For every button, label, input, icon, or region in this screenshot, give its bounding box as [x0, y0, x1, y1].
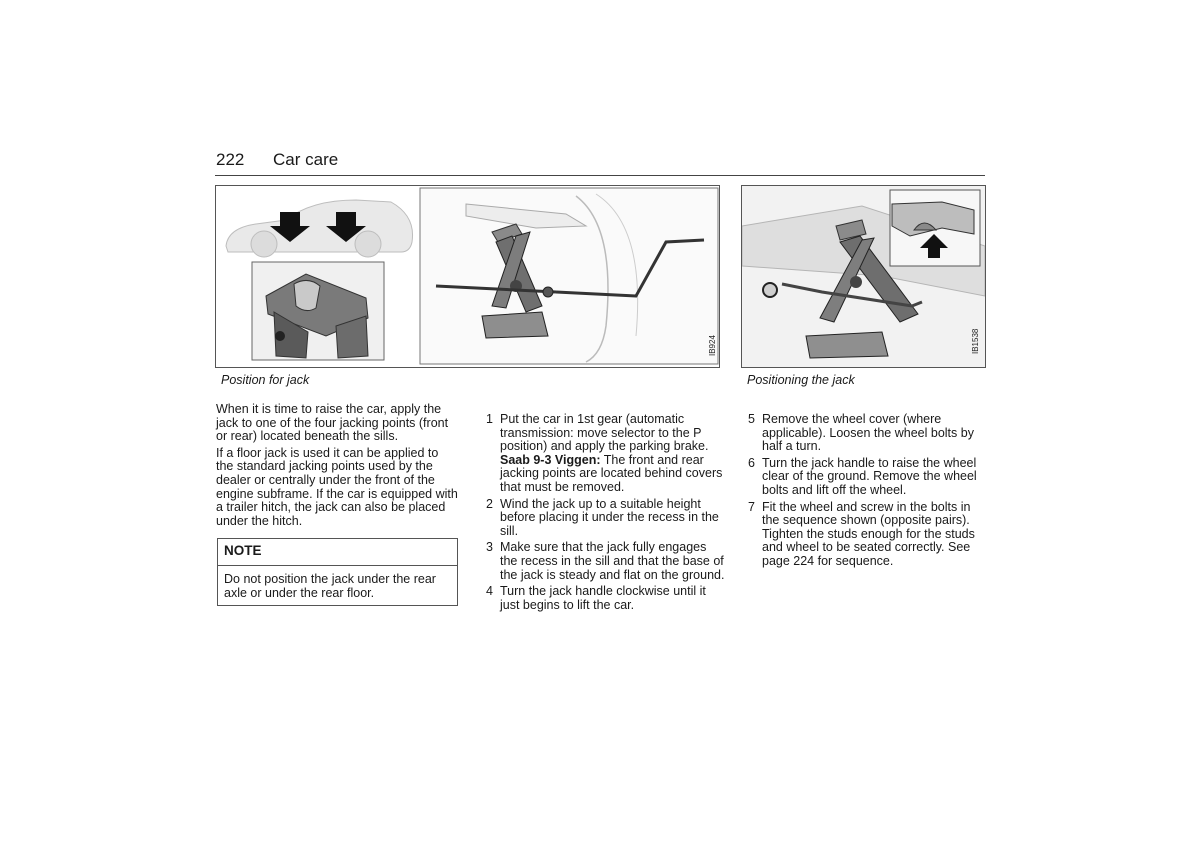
step-sub-label: Saab 9-3 Viggen:: [500, 452, 601, 467]
figure-caption-right: Positioning the jack: [747, 373, 855, 387]
step-number: 2: [486, 496, 493, 511]
step-text: Fit the wheel and screw in the bolts in the sequence shown (opposite pairs). Tighten the studs enough for the studs and wheel to be seated correctly. See page 224 for sequence.: [762, 499, 975, 568]
step-item: [748, 413, 986, 454]
step-item: [486, 413, 726, 495]
jack-under-sill-illustration: [420, 188, 718, 364]
figure-code-left: IB924: [708, 335, 717, 356]
step-number: 4: [486, 584, 493, 599]
step-sub-text: The front and rear jacking points are located behind covers that must be removed.: [500, 452, 723, 494]
step-number: 5: [748, 412, 755, 426]
note-title: NOTE: [218, 539, 457, 566]
step-text: Turn the jack handle clockwise until it just begins to lift the car.: [500, 584, 706, 612]
page-number: 222: [216, 150, 245, 169]
jack-engaged-illustration: [742, 186, 985, 367]
step-number: 1: [486, 412, 493, 426]
section-title: Car care: [273, 150, 339, 169]
steps-column-3: [748, 413, 986, 572]
figure-caption-left: Position for jack: [221, 373, 310, 387]
header-divider: [215, 175, 985, 176]
jacking-point-detail-inset: [252, 262, 384, 360]
step-text: Put the car in 1st gear (automatic transmission: move selector to the P position) and apply the parking brake.: [500, 412, 709, 454]
figure-code-right: IB1538: [971, 328, 980, 354]
jack-position-illustration: [216, 186, 719, 367]
step-text: Remove the wheel cover (where applicable). Loosen the wheel bolts by half a turn.: [762, 412, 974, 454]
car-silhouette: [226, 200, 413, 257]
step-text: Turn the jack handle to raise the wheel clear of the ground. Remove the wheel bolts and lift off the wheel.: [762, 455, 977, 497]
steps-column-2: [486, 413, 726, 615]
intro-paragraph-2: If a floor jack is used it can be applied to the standard jacking points used by the dealer or centrally under the front of the engine subframe. If the car is equipped with a trailer hitch, the jack can also be placed under the hitch.: [216, 445, 458, 528]
intro-column: [216, 403, 458, 531]
step-number: 3: [486, 540, 493, 555]
note-text: Do not position the jack under the rear axle or under the rear floor.: [224, 572, 436, 600]
step-number: 6: [748, 455, 755, 470]
step-item: [748, 501, 986, 569]
step-text: Make sure that the jack fully engages the recess in the sill and that the base of the jack is steady and flat on the ground.: [500, 540, 725, 582]
intro-paragraph-1: When it is time to raise the car, apply the jack to one of the four jacking points (front or rear) located beneath the sills.: [216, 402, 449, 444]
step-item: [748, 457, 986, 498]
figure-positioning-the-jack: [741, 185, 986, 368]
step-item: [486, 585, 726, 612]
note-box: [217, 538, 458, 606]
step-item: [486, 498, 726, 539]
step-item: [486, 541, 726, 582]
figure-position-for-jack: [215, 185, 720, 368]
step-number: 7: [748, 499, 755, 514]
step-text: Wind the jack up to a suitable height before placing it under the recess in the sill.: [500, 496, 719, 538]
